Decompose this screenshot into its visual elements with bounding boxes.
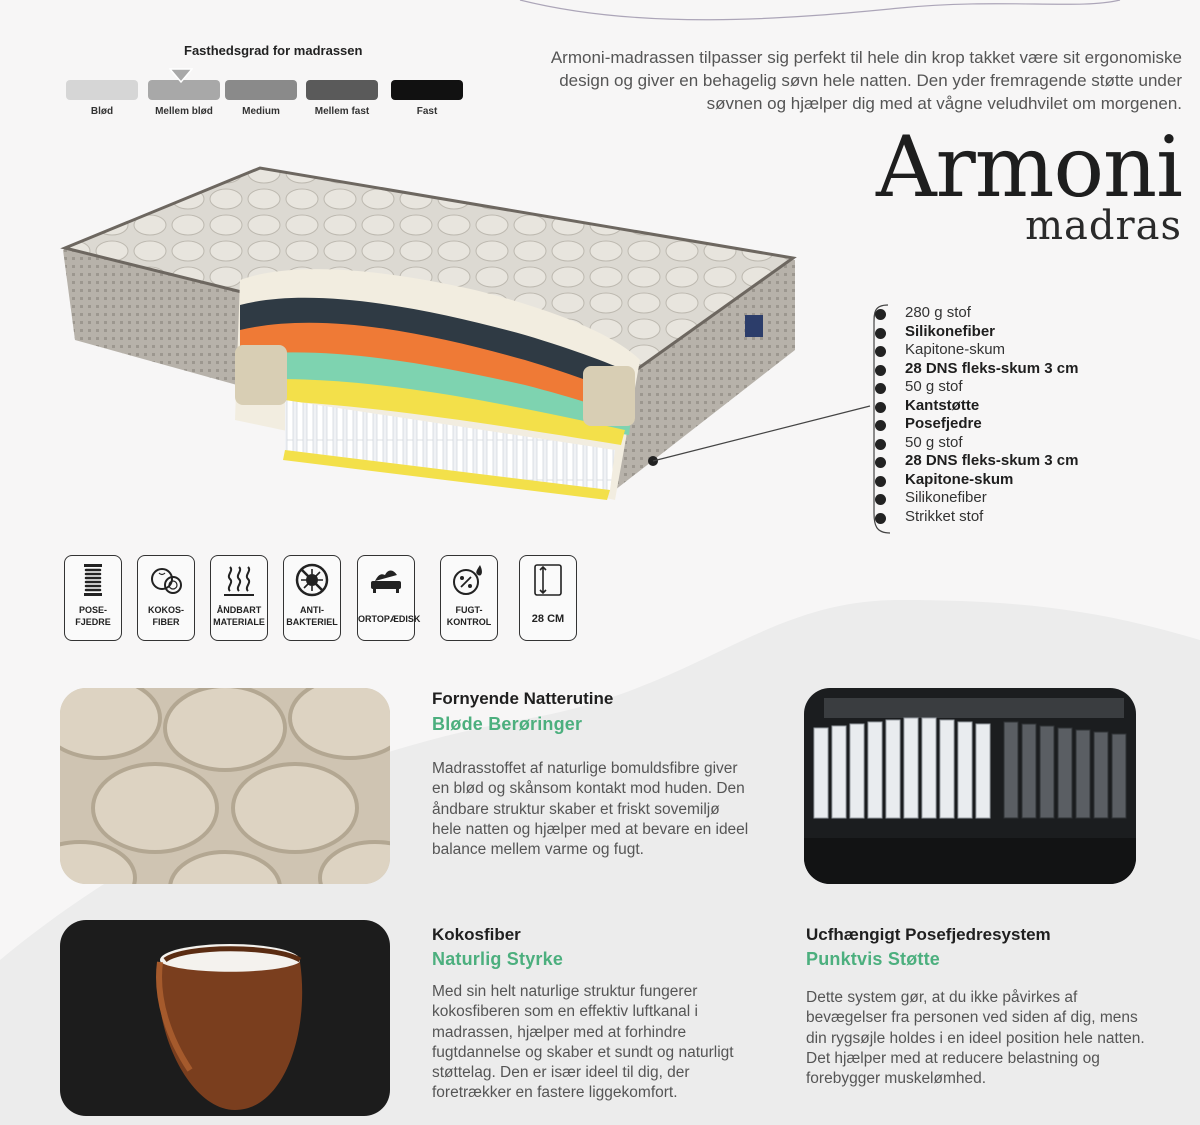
feature-icons — [64, 555, 584, 645]
coconut-photo — [60, 920, 390, 1116]
feature-label: 28 CM — [531, 613, 565, 625]
humidity-icon — [450, 561, 488, 599]
bullet-icon — [875, 328, 886, 339]
layer-item: 50 g stof — [868, 434, 1168, 453]
brand-subtitle: madras — [1025, 203, 1182, 249]
coconut-section-subtitle: Naturlig Styrke — [432, 949, 564, 969]
firmness-level-medium-firm — [306, 80, 378, 100]
feature-label: KOKOS- FIBER — [148, 605, 184, 627]
layer-item: Kantstøtte — [868, 397, 1168, 416]
feature-badge — [210, 555, 268, 641]
layer-list — [868, 304, 1168, 526]
fabric-photo — [60, 688, 390, 884]
layer-item: Posefjedre — [868, 415, 1168, 434]
bullet-icon — [875, 309, 886, 320]
layer-item: 28 DNS fleks-skum 3 cm — [868, 452, 1168, 471]
bullet-icon — [875, 494, 886, 505]
antibacterial-icon — [293, 561, 331, 599]
breathable-icon — [220, 561, 258, 599]
springs-photo — [804, 688, 1136, 884]
firmness-selected-marker-icon — [169, 68, 193, 84]
feature-label: FUGT- KONTROL — [446, 605, 492, 627]
feature-label: ÅNDBART MATERIALE — [213, 605, 265, 627]
firmness-label: Fast — [416, 106, 438, 117]
feature-badge — [137, 555, 195, 641]
springs-section-body: Dette system gør, at du ikke påvirkes af bevægelser fra personen ved siden af dig, mens din rygsøjle holdes i en ideel position hele natten. Det hjælper med at reducere belastning og forebygger muskelømhed. — [806, 989, 1145, 1088]
feature-label: POSE- FJEDRE — [75, 605, 111, 627]
layer-item: 280 g stof — [868, 304, 1168, 323]
firmness-level-medium — [225, 80, 297, 100]
orthopedic-icon — [367, 561, 405, 599]
feature-badge — [519, 555, 577, 641]
firmness-level-firm — [391, 80, 463, 100]
firmness-scale — [66, 68, 466, 120]
feature-badge — [357, 555, 421, 641]
layer-item: Strikket stof — [868, 508, 1168, 527]
firmness-level-soft — [66, 80, 138, 100]
coconut-section-body: Med sin helt naturlige struktur fungerer kokosfiberen som en effektiv luftkanal i madrassen, hjælper med at forhindre fugtdannelse og skaber et sundt og naturligt støttelag. Den er især ideel til dig, der foretrækker en fastere liggekomfort. — [432, 983, 734, 1102]
springs-section-title: Ucfhængigt Posefjedresystem — [806, 925, 1051, 944]
bullet-icon — [875, 439, 886, 450]
fabric-section-title: Fornyende Natterutine — [432, 689, 614, 708]
bullet-icon — [875, 346, 886, 357]
bullet-icon — [875, 513, 886, 524]
brand-name: Armoni — [875, 118, 1182, 216]
firmness-label: Blød — [90, 106, 114, 117]
firmness-label: Mellem blød — [155, 106, 213, 117]
coconut-section-title: Kokosfiber — [432, 925, 521, 944]
springs-section-subtitle: Punktvis Støtte — [806, 949, 941, 969]
feature-badge — [283, 555, 341, 641]
layer-item: Silikonefiber — [868, 323, 1168, 342]
feature-label: ORTOPÆDISK — [358, 614, 421, 624]
feature-badge — [64, 555, 122, 641]
firmness-label: Medium — [242, 106, 280, 117]
height-icon — [529, 561, 567, 599]
layers-pointer-line — [645, 400, 875, 470]
firmness-title: Fasthedsgrad for madrassen — [184, 43, 363, 58]
bullet-icon — [875, 420, 886, 431]
intro-text: Armoni-madrassen tilpasser sig perfekt til hele din krop takket være sit ergonomiske design og giver en behagelig søvn hele natten. Den yder fremragende støtte under søvnen og hjælper dig med at vågne veludhvilet om morgenen. — [550, 48, 1182, 113]
layer-item: 50 g stof — [868, 378, 1168, 397]
layer-item: 28 DNS fleks-skum 3 cm — [868, 360, 1168, 379]
firmness-label: Mellem fast — [314, 106, 370, 117]
layer-item: Kapitone-skum — [868, 341, 1168, 360]
fabric-section-subtitle: Bløde Berøringer — [432, 714, 583, 734]
bullet-icon — [875, 402, 886, 413]
spring-icon — [74, 561, 112, 599]
coconut-icon — [147, 561, 185, 599]
fabric-section-body: Madrasstoffet af naturlige bomuldsfibre giver en blød og skånsom kontakt mod huden. Den åndbare struktur skaber et friskt sovemiljø hele natten og hjælper med at bevare en ideel balance mellem varme og fugt. — [432, 760, 749, 859]
layer-item: Silikonefiber — [868, 489, 1168, 508]
bullet-icon — [875, 383, 886, 394]
feature-badge — [440, 555, 498, 641]
bullet-icon — [875, 457, 886, 468]
feature-label: ANTI- BAKTERIEL — [286, 605, 338, 627]
layer-item: Kapitone-skum — [868, 471, 1168, 490]
bullet-icon — [875, 365, 886, 376]
bullet-icon — [875, 476, 886, 487]
